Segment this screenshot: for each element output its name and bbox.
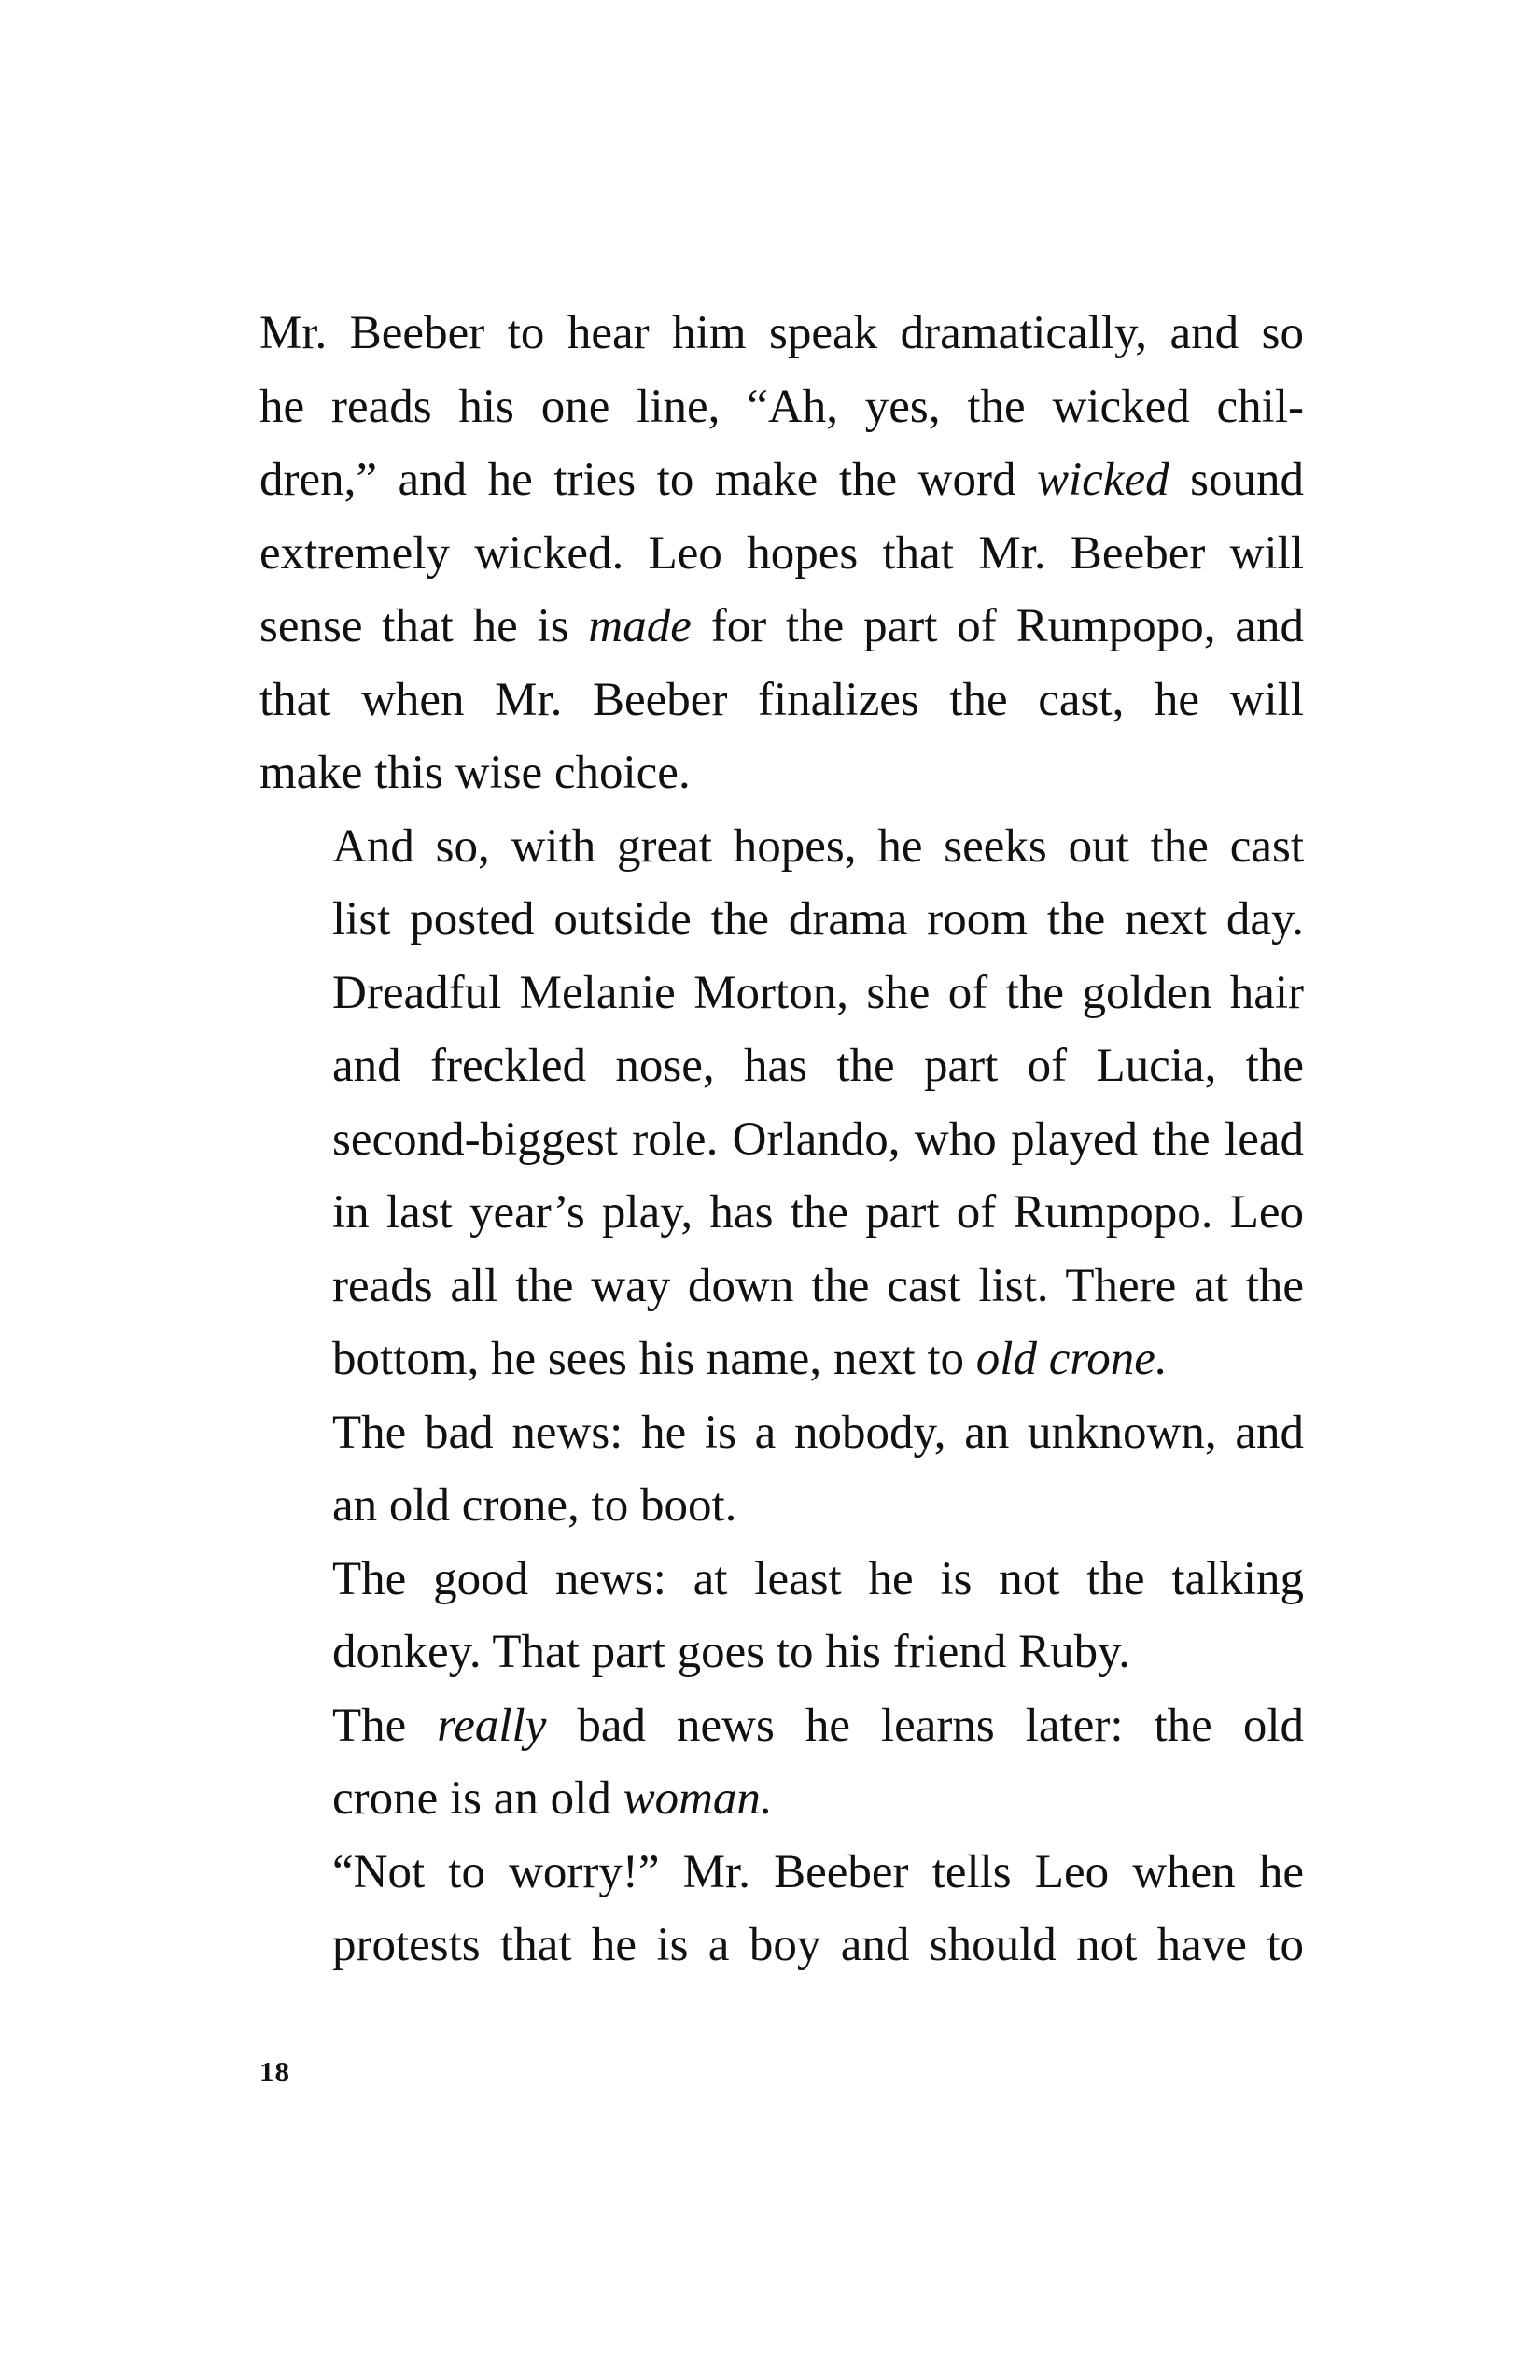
- text-line: [259, 1323, 1304, 1396]
- text-line: [259, 590, 1304, 664]
- text-segment: in last year’s play, has the part of Rumpopo. Leo: [332, 1186, 1304, 1239]
- text-segment: The bad news: he is a nobody, an unknown, and: [332, 1406, 1304, 1459]
- text-line: [259, 1396, 1304, 1470]
- italic-text: made: [588, 600, 692, 652]
- page-number: 18: [259, 2055, 290, 2088]
- text-line: [259, 736, 1304, 810]
- text-line: [259, 1762, 1304, 1836]
- text-segment: The: [332, 1699, 438, 1752]
- italic-text: wicked: [1037, 454, 1169, 506]
- text-segment: and freckled nose, has the part of Lucia, the: [332, 1040, 1304, 1092]
- text-line: [259, 371, 1304, 444]
- text-line: [259, 1909, 1304, 1982]
- text-segment: donkey. That part goes to his friend Ruby.: [332, 1626, 1131, 1678]
- text-segment: Mr. Beeber to hear him speak dramatically, and so: [259, 307, 1304, 359]
- text-segment: make this wise choice.: [259, 747, 691, 799]
- text-segment: bad news he learns later: the old: [546, 1699, 1304, 1752]
- text-segment: sound: [1169, 454, 1304, 506]
- text-segment: protests that he is a boy and should not have to: [332, 1919, 1304, 1971]
- text-segment: Dreadful Melanie Morton, she of the golden hair: [332, 966, 1304, 1019]
- text-segment: he reads his one line, “Ah, yes, the wicked chil-: [259, 380, 1304, 433]
- text-line: [259, 1469, 1304, 1543]
- paragraph: [259, 297, 1304, 810]
- body-text: [259, 297, 1304, 1982]
- paragraph: [259, 1689, 1304, 1836]
- text-segment: And so, with great hopes, he seeks out the cast: [332, 819, 1304, 873]
- text-segment: that when Mr. Beeber finalizes the cast, he will: [259, 673, 1304, 726]
- text-segment: dren,” and he tries to make the word: [259, 454, 1037, 506]
- text-line: [259, 1103, 1304, 1177]
- text-line: [259, 1836, 1304, 1910]
- text-segment: extremely wicked. Leo hopes that Mr. Beeber will: [259, 526, 1304, 580]
- paragraph: [259, 1396, 1304, 1543]
- paragraph: [259, 810, 1304, 1396]
- text-segment: The good news: at least he is not the talking: [332, 1552, 1304, 1605]
- text-segment: “Not to worry!” Mr. Beeber tells Leo when he: [332, 1845, 1304, 1898]
- text-line: [259, 1616, 1304, 1689]
- paragraph: [259, 1836, 1304, 1982]
- text-segment: an old crone, to boot.: [332, 1479, 737, 1532]
- paragraph: [259, 1543, 1304, 1689]
- text-line: [259, 1689, 1304, 1763]
- text-segment: list posted outside the drama room the next day.: [332, 893, 1304, 945]
- text-line: [259, 517, 1304, 591]
- text-line: [259, 1250, 1304, 1323]
- text-segment: reads all the way down the cast list. There at the: [332, 1259, 1304, 1312]
- text-line: [259, 810, 1304, 884]
- text-line: [259, 1543, 1304, 1617]
- text-segment: second-biggest role. Orlando, who played the lead: [332, 1113, 1304, 1166]
- text-segment: crone is an old: [332, 1772, 623, 1825]
- italic-text: old crone.: [975, 1333, 1168, 1385]
- text-line: [259, 443, 1304, 517]
- text-segment: for the part of Rumpopo, and: [691, 600, 1304, 652]
- text-line: [259, 1176, 1304, 1250]
- text-line: [259, 883, 1304, 957]
- italic-text: really: [437, 1699, 547, 1752]
- text-line: [259, 1029, 1304, 1103]
- italic-text: woman.: [623, 1772, 773, 1825]
- text-segment: bottom, he sees his name, next to: [332, 1333, 976, 1385]
- text-line: [259, 297, 1304, 371]
- text-line: [259, 957, 1304, 1030]
- text-segment: sense that he is: [259, 600, 589, 652]
- text-line: [259, 664, 1304, 737]
